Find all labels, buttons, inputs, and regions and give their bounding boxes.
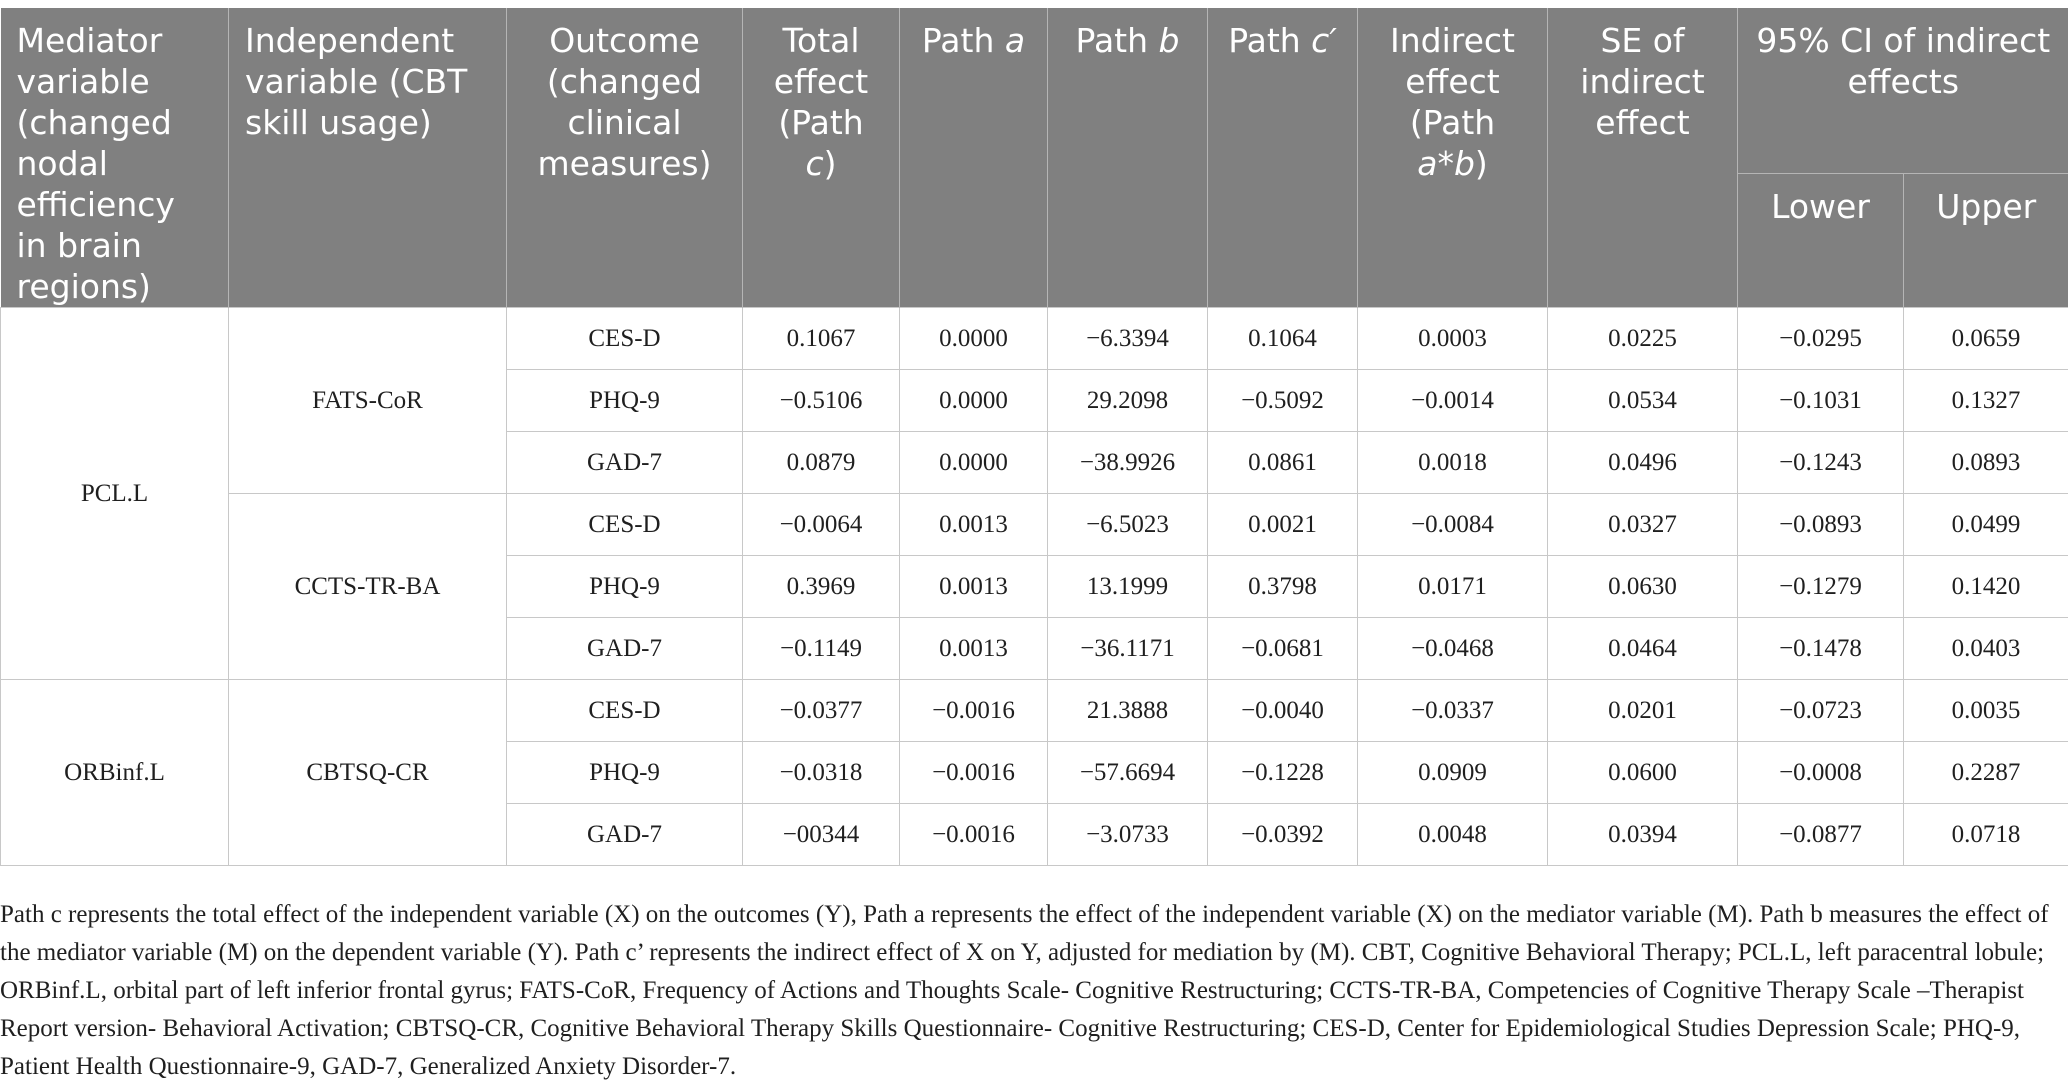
ci-lower-cell: −0.1031 — [1738, 370, 1904, 432]
header-indirect-effect: Indirect effect (Path a*b) — [1358, 8, 1548, 308]
total-effect-cell: −00344 — [743, 804, 900, 866]
se-cell: 0.0496 — [1548, 432, 1738, 494]
indirect-effect-cell: −0.0084 — [1358, 494, 1548, 556]
se-cell: 0.0394 — [1548, 804, 1738, 866]
path-a-cell: 0.0000 — [900, 370, 1048, 432]
header-path-a: Path a — [900, 8, 1048, 308]
path-c-prime-cell: −0.0392 — [1208, 804, 1358, 866]
path-c-prime-cell: 0.0021 — [1208, 494, 1358, 556]
path-a-cell: 0.0013 — [900, 556, 1048, 618]
ci-upper-cell: 0.0499 — [1904, 494, 2068, 556]
path-c-prime-cell: −0.0681 — [1208, 618, 1358, 680]
ci-lower-cell: −0.1243 — [1738, 432, 1904, 494]
indirect-effect-cell: 0.0909 — [1358, 742, 1548, 804]
path-a-cell: −0.0016 — [900, 742, 1048, 804]
ci-lower-cell: −0.0893 — [1738, 494, 1904, 556]
mediator-cell: ORBinf.L — [1, 680, 229, 866]
ci-upper-cell: 0.0035 — [1904, 680, 2068, 742]
mediation-table — [0, 8, 2068, 866]
indirect-effect-cell: 0.0003 — [1358, 308, 1548, 370]
outcome-cell: PHQ-9 — [507, 556, 743, 618]
path-b-cell: −3.0733 — [1048, 804, 1208, 866]
ci-upper-cell: 0.1420 — [1904, 556, 2068, 618]
ci-upper-cell: 0.0659 — [1904, 308, 2068, 370]
ci-upper-cell: 0.2287 — [1904, 742, 2068, 804]
header-path-b: Path b — [1048, 8, 1208, 308]
total-effect-cell: 0.1067 — [743, 308, 900, 370]
path-b-cell: 29.2098 — [1048, 370, 1208, 432]
header-independent: Independent variable (CBT skill usage) — [229, 8, 507, 308]
path-c-prime-cell: −0.1228 — [1208, 742, 1358, 804]
path-c-prime-cell: 0.1064 — [1208, 308, 1358, 370]
path-c-prime-cell: −0.5092 — [1208, 370, 1358, 432]
path-a-cell: 0.0000 — [900, 432, 1048, 494]
table-row — [1, 494, 2068, 556]
indirect-effect-cell: 0.0048 — [1358, 804, 1548, 866]
path-c-prime-cell: −0.0040 — [1208, 680, 1358, 742]
path-a-cell: 0.0013 — [900, 494, 1048, 556]
ci-upper-cell: 0.0893 — [1904, 432, 2068, 494]
ci-lower-cell: −0.1478 — [1738, 618, 1904, 680]
path-b-cell: 21.3888 — [1048, 680, 1208, 742]
se-cell: 0.0201 — [1548, 680, 1738, 742]
indirect-effect-cell: 0.0171 — [1358, 556, 1548, 618]
path-b-cell: −6.3394 — [1048, 308, 1208, 370]
path-a-cell: −0.0016 — [900, 804, 1048, 866]
header-se: SE of indirect effect — [1548, 8, 1738, 308]
indirect-effect-cell: 0.0018 — [1358, 432, 1548, 494]
path-a-cell: 0.0000 — [900, 308, 1048, 370]
table-footnote: Path c represents the total effect of the independent variable (X) on the outcomes (Y), Path a represents the effect of the independent variable (X) on the mediator variable (M). Path b measures the effect of the mediator variable (M) on the dependent variable (Y). Path c’ represents the indirect effect of X on Y, adjusted for mediation by (M). CBT, Cognitive Behavioral Therapy; PCL.L, left paracentral lobule; ORBinf.L, orbital part of left inferior frontal gyrus; FATS-CoR, Frequency of Actions and Thoughts Scale- Cognitive Restructuring; CCTS-TR-BA, Competencies of Cognitive Therapy Scale –Therapist Report version- Behavioral Activation; CBTSQ-CR, Cognitive Behavioral Therapy Skills Questionnaire- Cognitive Restructuring; CES-D, Center for Epidemiological Studies Depression Scale; PHQ-9, Patient Health Questionnaire-9, GAD-7, Generalized Anxiety Disorder-7. — [0, 901, 2049, 1080]
table-row — [1, 308, 2068, 370]
header-mediator: Mediator variable (changed nodal efficiency in brain regions) — [1, 8, 229, 308]
total-effect-cell: −0.0318 — [743, 742, 900, 804]
path-b-cell: 13.1999 — [1048, 556, 1208, 618]
table-body — [1, 308, 2068, 866]
outcome-cell: CES-D — [507, 494, 743, 556]
se-cell: 0.0534 — [1548, 370, 1738, 432]
se-cell: 0.0600 — [1548, 742, 1738, 804]
total-effect-cell: −0.0064 — [743, 494, 900, 556]
ci-lower-cell: −0.0008 — [1738, 742, 1904, 804]
table-header — [1, 8, 2068, 308]
ci-lower-cell: −0.0723 — [1738, 680, 1904, 742]
total-effect-cell: −0.0377 — [743, 680, 900, 742]
ci-upper-cell: 0.0403 — [1904, 618, 2068, 680]
path-b-cell: −6.5023 — [1048, 494, 1208, 556]
path-c-prime-cell: 0.0861 — [1208, 432, 1358, 494]
outcome-cell: CES-D — [507, 680, 743, 742]
indirect-effect-cell: −0.0468 — [1358, 618, 1548, 680]
header-ci-lower: Lower — [1738, 173, 1904, 307]
independent-cell: CCTS-TR-BA — [229, 494, 507, 680]
indirect-effect-cell: −0.0337 — [1358, 680, 1548, 742]
ci-upper-cell: 0.0718 — [1904, 804, 2068, 866]
outcome-cell: GAD-7 — [507, 804, 743, 866]
outcome-cell: PHQ-9 — [507, 370, 743, 432]
path-a-cell: −0.0016 — [900, 680, 1048, 742]
table-row — [1, 680, 2068, 742]
se-cell: 0.0225 — [1548, 308, 1738, 370]
se-cell: 0.0464 — [1548, 618, 1738, 680]
header-ci-upper: Upper — [1904, 173, 2068, 307]
se-cell: 0.0630 — [1548, 556, 1738, 618]
total-effect-cell: 0.0879 — [743, 432, 900, 494]
header-ci: 95% CI of indirect effects — [1738, 8, 2068, 173]
ci-upper-cell: 0.1327 — [1904, 370, 2068, 432]
path-b-cell: −36.1171 — [1048, 618, 1208, 680]
header-path-c-prime: Path c′ — [1208, 8, 1358, 308]
independent-cell: CBTSQ-CR — [229, 680, 507, 866]
path-b-cell: −57.6694 — [1048, 742, 1208, 804]
total-effect-cell: −0.5106 — [743, 370, 900, 432]
path-a-cell: 0.0013 — [900, 618, 1048, 680]
indirect-effect-cell: −0.0014 — [1358, 370, 1548, 432]
independent-cell: FATS-CoR — [229, 308, 507, 494]
table-container — [0, 8, 2068, 866]
header-outcome: Outcome (changed clinical measures) — [507, 8, 743, 308]
ci-lower-cell: −0.1279 — [1738, 556, 1904, 618]
mediator-cell: PCL.L — [1, 308, 229, 680]
total-effect-cell: 0.3969 — [743, 556, 900, 618]
se-cell: 0.0327 — [1548, 494, 1738, 556]
path-c-prime-cell: 0.3798 — [1208, 556, 1358, 618]
path-b-cell: −38.9926 — [1048, 432, 1208, 494]
outcome-cell: CES-D — [507, 308, 743, 370]
ci-lower-cell: −0.0295 — [1738, 308, 1904, 370]
outcome-cell: GAD-7 — [507, 618, 743, 680]
total-effect-cell: −0.1149 — [743, 618, 900, 680]
outcome-cell: PHQ-9 — [507, 742, 743, 804]
outcome-cell: GAD-7 — [507, 432, 743, 494]
ci-lower-cell: −0.0877 — [1738, 804, 1904, 866]
header-total-effect: Total effect (Path c) — [743, 8, 900, 308]
